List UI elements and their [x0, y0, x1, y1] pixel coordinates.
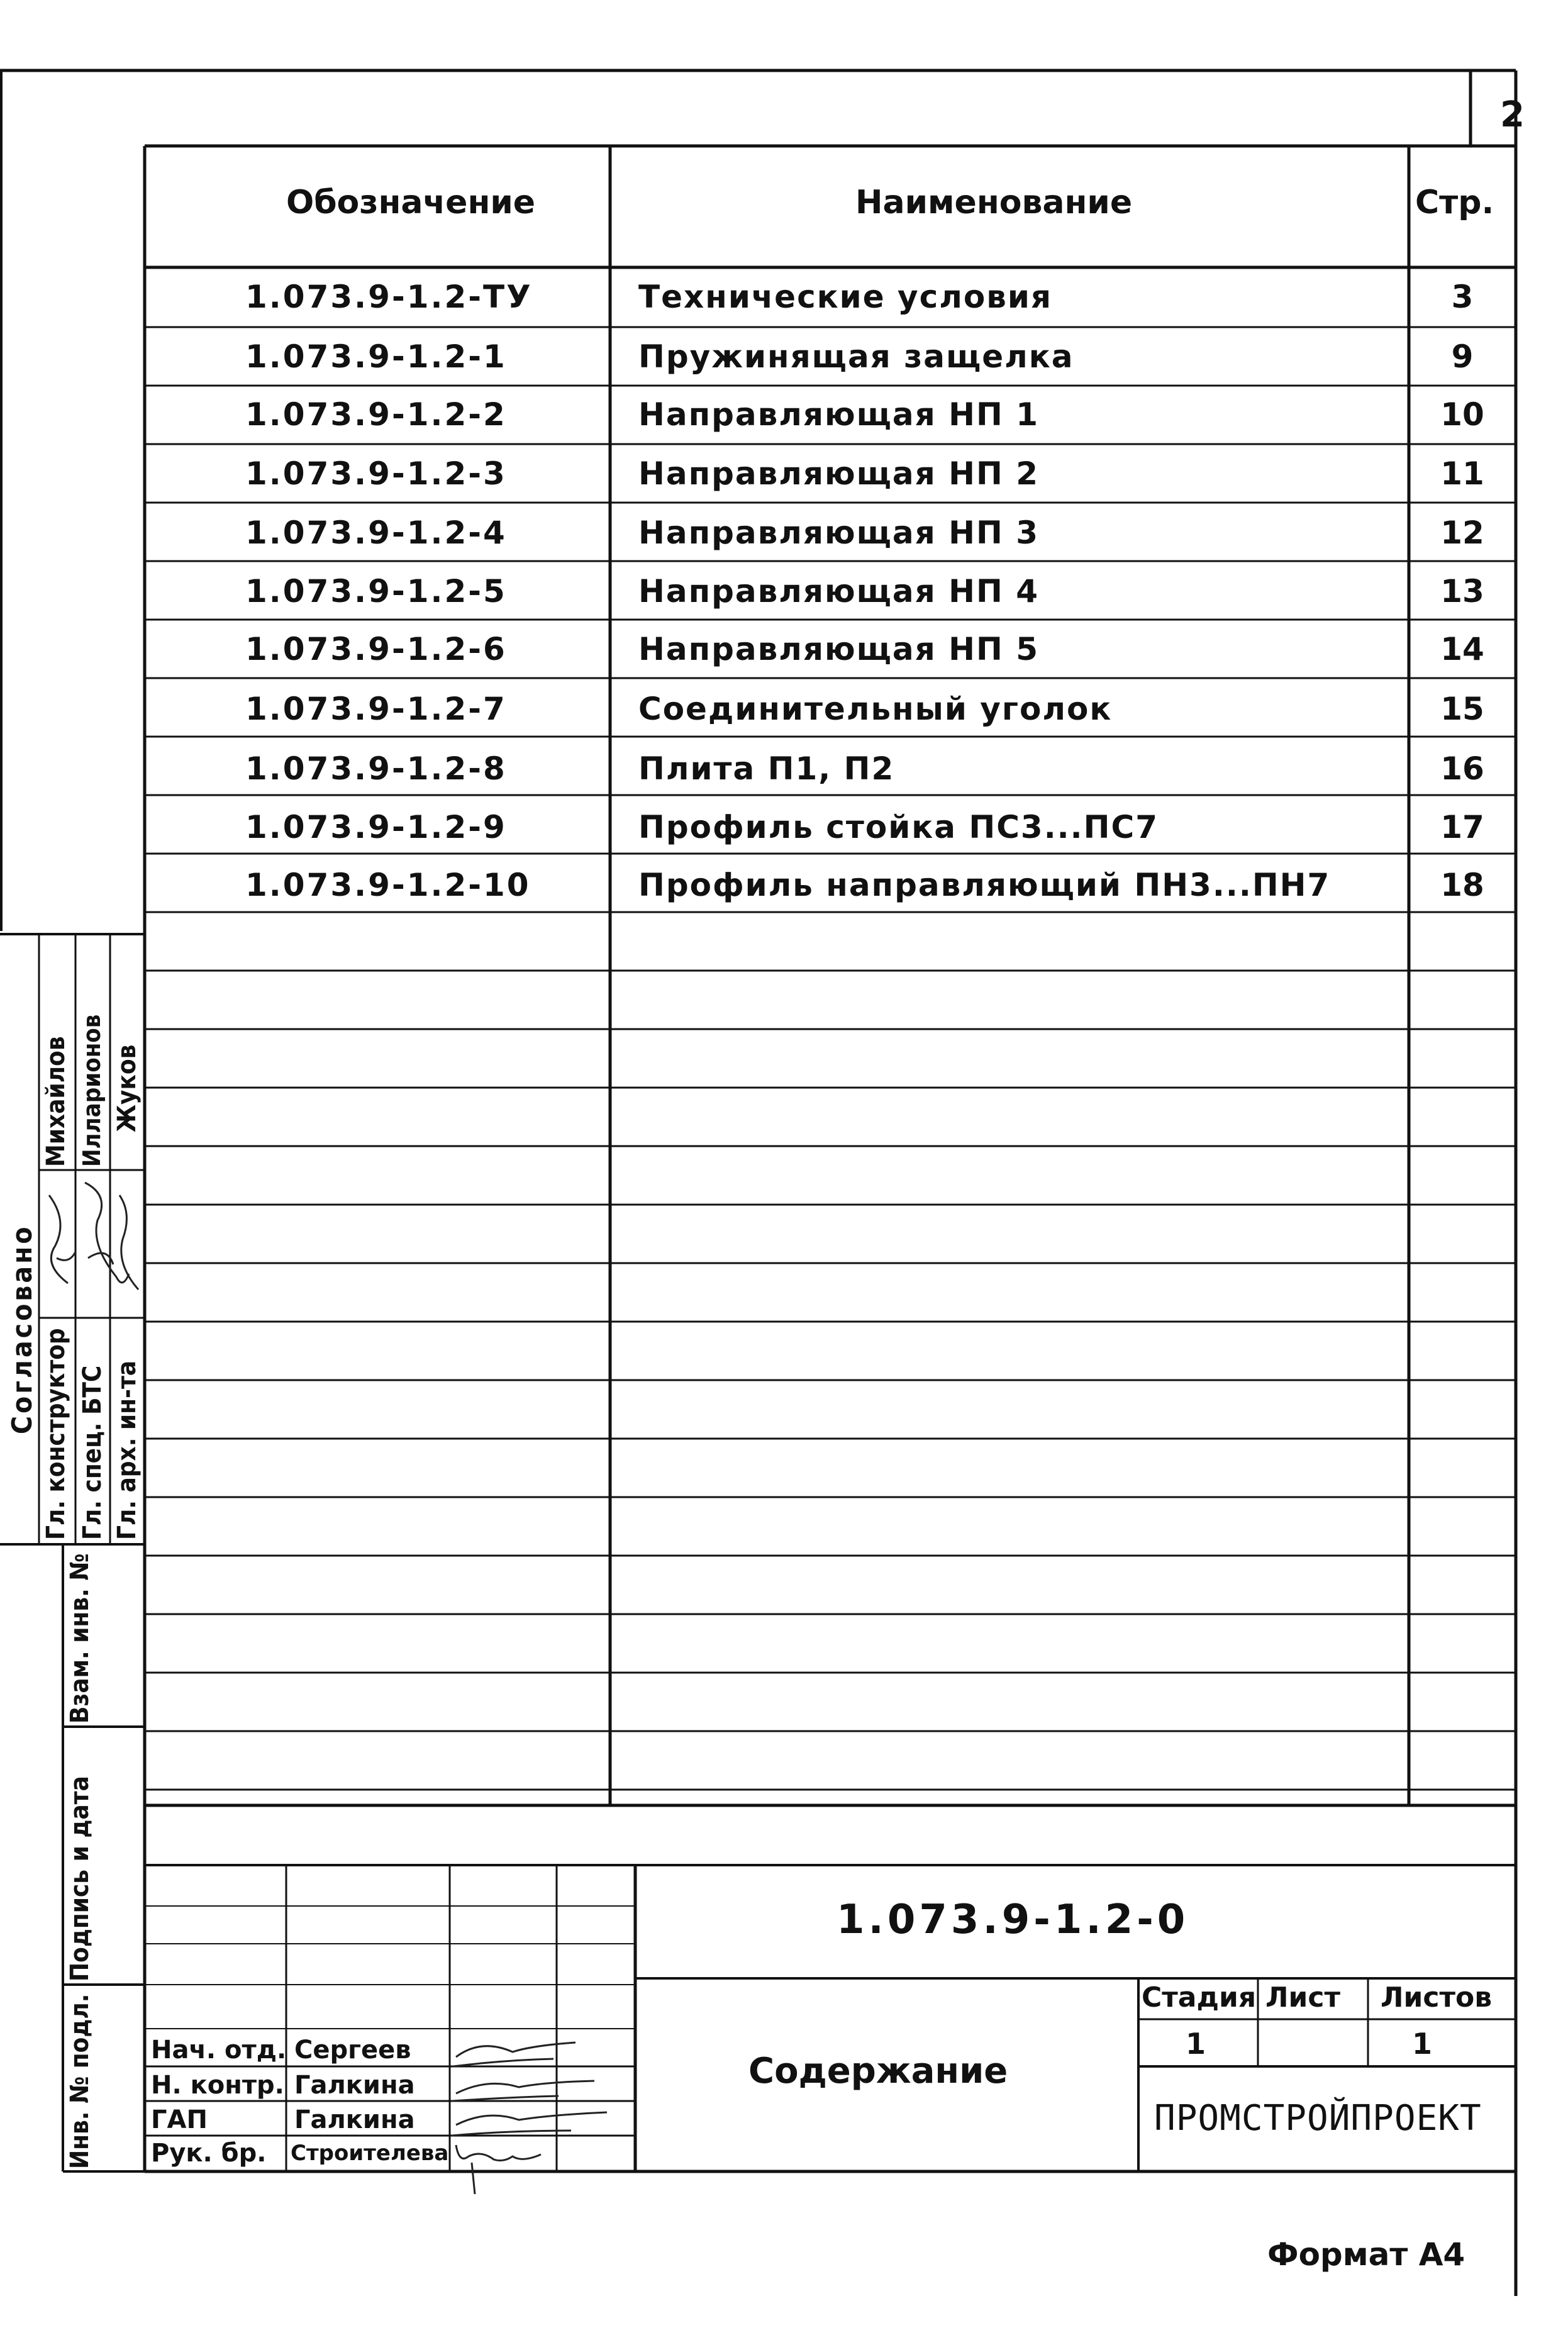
row-designation: 1.073.9-1.2-3: [245, 455, 507, 492]
staff-role-1: Нач. отд.: [151, 2036, 287, 2065]
row-page: 11: [1440, 455, 1484, 492]
staff-name-1: Сергеев: [294, 2036, 411, 2065]
staff-name-3: Галкина: [294, 2105, 415, 2134]
row-page: 16: [1440, 750, 1484, 787]
row-designation: 1.073.9-1.2-7: [245, 691, 507, 727]
stamp-field-inv-original: Инв. № подл.: [65, 1993, 94, 2169]
row-page: 12: [1440, 515, 1484, 551]
stamp-name-1: Михайлов: [42, 1036, 70, 1167]
row-page: 14: [1440, 631, 1484, 667]
row-name: Направляющая НП 1: [638, 396, 1040, 433]
stamp-name-2: Илларионов: [78, 1014, 106, 1167]
header-designation: Обозначение: [286, 184, 536, 221]
row-name: Плита П1, П2: [638, 750, 895, 787]
sheet-number: 2: [1500, 94, 1525, 135]
row-name: Технические условия: [638, 279, 1052, 315]
row-designation: 1.073.9-1.2-1: [245, 338, 507, 375]
document-title: Содержание: [748, 2051, 1008, 2092]
row-designation: 1.073.9-1.2-5: [245, 573, 507, 610]
header-page: Стр.: [1415, 184, 1494, 221]
row-designation: 1.073.9-1.2-4: [245, 515, 507, 551]
row-designation: 1.073.9-1.2-2: [245, 396, 507, 433]
stamp-field-replaced-inv: Взам. инв. №: [65, 1553, 94, 1724]
row-page: 9: [1451, 338, 1474, 375]
sheet-label: Лист: [1265, 1981, 1340, 2014]
row-designation: 1.073.9-1.2-6: [245, 631, 507, 667]
staff-role-2: Н. контр.: [151, 2071, 284, 2100]
sheets-label: Листов: [1381, 1981, 1493, 2014]
staff-role-3: ГАП: [151, 2105, 208, 2134]
stamp-title: Согласовано: [6, 1224, 38, 1434]
staff-name-2: Галкина: [294, 2071, 415, 2100]
row-page: 17: [1440, 809, 1484, 845]
row-name: Направляющая НП 5: [638, 631, 1040, 667]
row-designation: 1.073.9-1.2-ТУ: [245, 279, 533, 315]
header-name: Наименование: [855, 184, 1133, 221]
staff-role-4: Рук. бр.: [151, 2139, 267, 2168]
organization-name: ПРОМСТРОЙПРОЕКТ: [1154, 2098, 1482, 2139]
row-name: Профиль стойка ПС3...ПС7: [638, 809, 1159, 845]
row-designation: 1.073.9-1.2-8: [245, 750, 507, 787]
stamp-name-3: Жуков: [113, 1044, 142, 1132]
row-page: 15: [1440, 691, 1484, 727]
row-name: Направляющая НП 3: [638, 515, 1040, 551]
stamp-role-1: Гл. конструктор: [42, 1328, 70, 1540]
staff-name-4: Строителева: [291, 2141, 449, 2166]
row-page: 10: [1440, 396, 1484, 433]
stage-label: Стадия: [1142, 1981, 1257, 2014]
row-name: Пружинящая защелка: [638, 338, 1074, 375]
row-name: Профиль направляющий ПН3...ПН7: [638, 867, 1331, 903]
stamp-role-3: Гл. арх. ин-та: [113, 1360, 142, 1540]
row-page: 3: [1451, 279, 1474, 315]
sheets-value: 1: [1412, 2027, 1433, 2061]
stage-value: 1: [1186, 2027, 1206, 2061]
row-name: Направляющая НП 4: [638, 573, 1040, 610]
document-code: 1.073.9-1.2-0: [837, 1897, 1189, 1943]
row-page: 18: [1440, 867, 1484, 903]
format-label: Формат А4: [1267, 2236, 1465, 2273]
row-name: Направляющая НП 2: [638, 455, 1040, 492]
row-designation: 1.073.9-1.2-10: [245, 867, 531, 903]
row-designation: 1.073.9-1.2-9: [245, 809, 507, 845]
stamp-field-sign-date: Подпись и дата: [65, 1776, 94, 1981]
stamp-role-2: Гл. спец. БТС: [78, 1365, 107, 1540]
row-page: 13: [1440, 573, 1484, 610]
row-name: Соединительный уголок: [638, 691, 1113, 727]
